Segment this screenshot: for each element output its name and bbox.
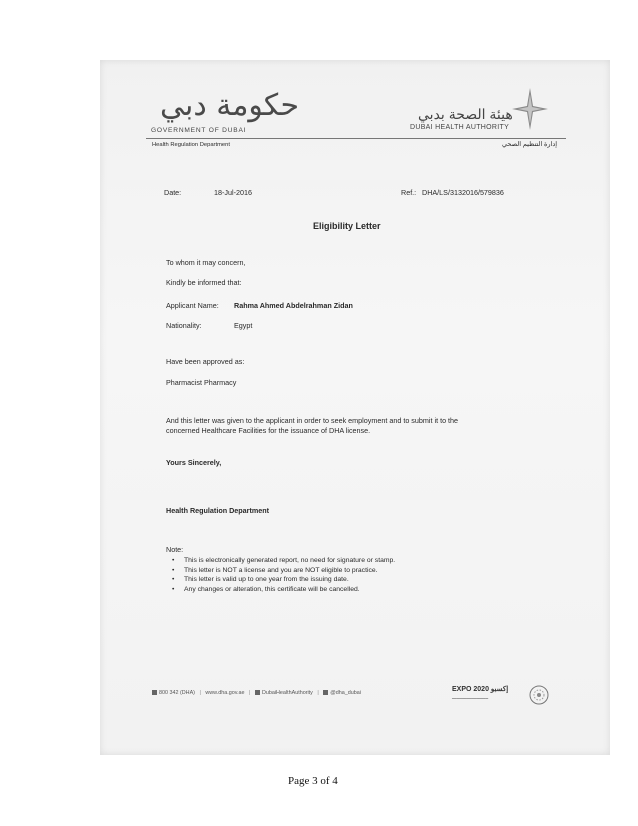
nationality-label: Nationality: xyxy=(166,321,202,330)
letter-title: Eligibility Letter xyxy=(313,221,381,231)
footer-separator: | xyxy=(199,690,201,696)
expo-emblem-icon xyxy=(528,684,550,706)
header-divider xyxy=(146,138,566,139)
dha-star-icon xyxy=(512,88,548,130)
nationality-value: Egypt xyxy=(234,321,253,330)
expo-tagline-mark: ━━━━━━━━━━━━━━━ xyxy=(452,696,489,701)
scanned-letter xyxy=(100,60,610,755)
footer-facebook: DubaiHealthAuthority xyxy=(261,690,313,696)
date-label: Date: xyxy=(164,188,182,197)
footer-contacts xyxy=(152,690,361,696)
body-line-1: And this letter was given to the applicant in order to seek employment and to submit it to the xyxy=(166,416,459,425)
note-label: Note: xyxy=(166,545,184,554)
twitter-icon xyxy=(323,690,328,695)
date-value: 18-Jul-2016 xyxy=(214,188,252,197)
footer-separator: | xyxy=(317,690,319,696)
note-item: • This is electronically generated report, no need for signature or stamp. xyxy=(172,556,395,566)
approved-label: Have been approved as: xyxy=(166,357,245,366)
page-number: Page 3 of 4 xyxy=(288,775,338,787)
note-item: • This letter is NOT a license and you are NOT eligible to practice. xyxy=(172,566,395,576)
intro-text: Kindly be informed that: xyxy=(166,278,242,287)
department-name-english: Health Regulation Department xyxy=(152,142,230,148)
signatory: Health Regulation Department xyxy=(166,506,270,515)
department-name-arabic: إدارة التنظيم الصحي xyxy=(502,141,558,148)
dha-logo-text: DUBAI HEALTH AUTHORITY xyxy=(410,124,510,131)
expo-2020-logo: EXPO 2020 إكسبو xyxy=(452,686,509,693)
facebook-icon xyxy=(255,690,260,695)
footer-separator: | xyxy=(249,690,251,696)
footer-phone: 800 342 (DHA) xyxy=(159,690,195,696)
ref-value: DHA/LS/3132016/579836 xyxy=(422,188,504,197)
dha-arabic-logo: هيئة الصحة بدبي xyxy=(418,106,513,122)
ref-label: Ref.: xyxy=(401,188,417,197)
body-line-2: concerned Healthcare Facilities for the issuance of DHA license. xyxy=(166,426,371,435)
approved-value: Pharmacist Pharmacy xyxy=(166,378,237,387)
footer-website: www.dha.gov.ae xyxy=(205,690,245,696)
applicant-name: Rahma Ahmed Abdelrahman Zidan xyxy=(234,301,353,310)
note-item: • Any changes or alteration, this certificate will be cancelled. xyxy=(172,585,395,595)
applicant-label: Applicant Name: xyxy=(166,301,219,310)
notes-list xyxy=(172,556,395,594)
government-of-dubai-arabic-logo: حكومة دبي xyxy=(160,88,300,123)
closing: Yours Sincerely, xyxy=(166,458,222,467)
footer-twitter: @dha_dubai xyxy=(330,690,361,696)
salutation: To whom it may concern, xyxy=(166,258,246,267)
note-item: • This letter is valid up to one year from the issuing date. xyxy=(172,575,395,585)
government-of-dubai-logo-text: GOVERNMENT OF DUBAI xyxy=(151,127,247,134)
phone-icon xyxy=(152,690,157,695)
